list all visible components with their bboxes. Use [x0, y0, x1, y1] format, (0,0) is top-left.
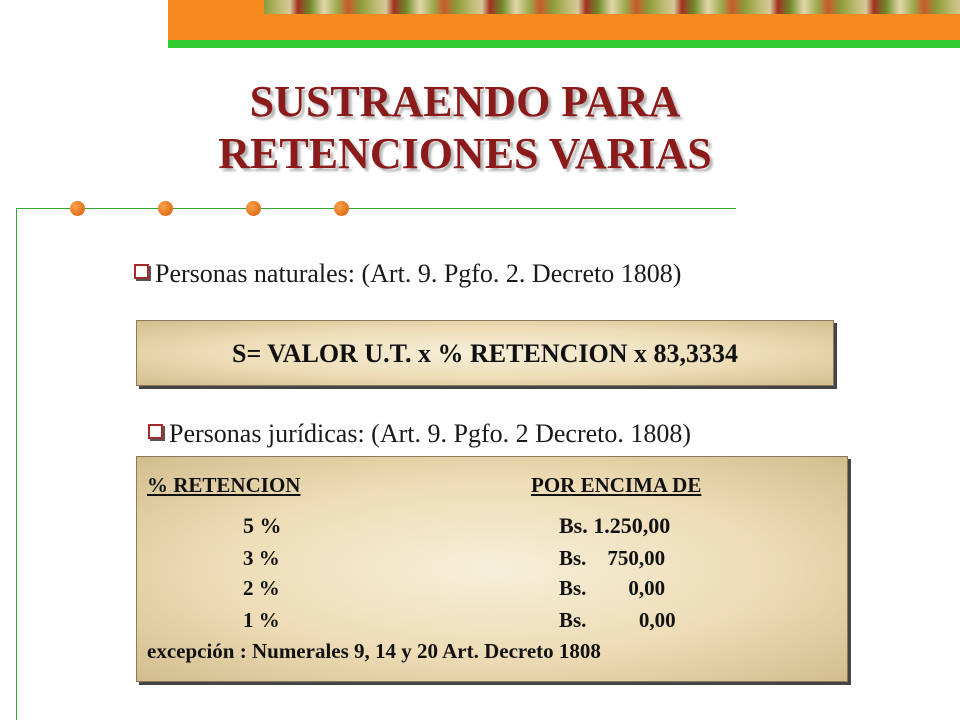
formula-text: S= VALOR U.T. x % RETENCION x 83,3334 [231, 339, 738, 368]
bullet-checkbox-icon [134, 264, 149, 279]
orange-dot [70, 201, 85, 216]
row-pct: 1 % [243, 608, 280, 632]
exception-note: excepción : Numerales 9, 14 y 20 Art. Decreto 1808 [147, 639, 601, 663]
header-retencion: % RETENCION [147, 473, 301, 497]
header-por-encima: POR ENCIMA DE [531, 473, 702, 497]
bullet-text: Personas jurídicas: (Art. 9. Pgfo. 2 Decreto. 1808) [169, 419, 692, 448]
bullet-checkbox-icon [148, 424, 163, 439]
title-line-1: SUSTRAENDO PARA [249, 77, 681, 126]
bullet-text: Personas naturales: (Art. 9. Pgfo. 2. Decreto 1808) [155, 259, 682, 288]
row-pct: 2 % [243, 576, 280, 600]
orange-dot [158, 201, 173, 216]
row-amount: Bs. 750,00 [559, 546, 666, 570]
retention-table-box [136, 456, 848, 682]
row-amount: Bs. 0,00 [559, 576, 666, 600]
formula-box [136, 320, 834, 386]
row-pct: 5 % [243, 513, 282, 538]
slide-title [0, 76, 930, 180]
left-border-line [16, 208, 17, 720]
header-leaves-image [264, 0, 960, 14]
row-amount: Bs. 1.250,00 [559, 513, 671, 538]
row-amount: Bs. 0,00 [559, 608, 676, 632]
header-green-stripe [168, 40, 960, 48]
row-pct: 3 % [243, 546, 280, 570]
title-line-2: RETENCIONES VARIAS [218, 129, 712, 178]
orange-dot [246, 201, 261, 216]
bullet-personas-juridicas [148, 419, 691, 449]
bullet-personas-naturales [134, 259, 681, 289]
divider-line [16, 208, 736, 209]
orange-dot [334, 201, 349, 216]
